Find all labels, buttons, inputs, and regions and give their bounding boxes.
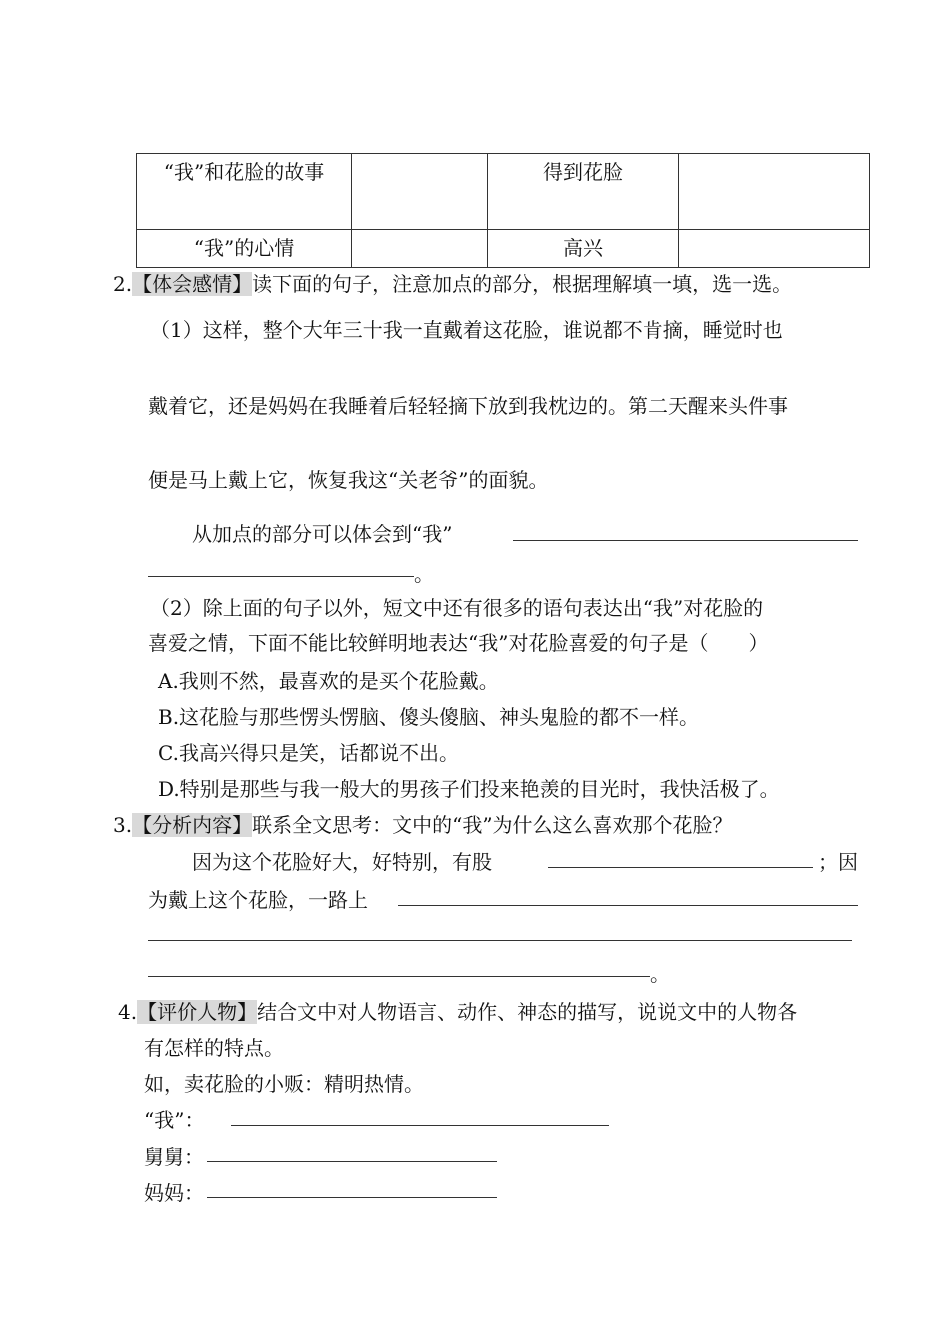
answer-blank[interactable] [148, 940, 852, 941]
period: 。 [650, 962, 670, 986]
question-tag: 【分析内容】 [132, 813, 253, 837]
label-me: “我”： [144, 1108, 205, 1132]
table-cell-blank [679, 230, 870, 268]
question-3-header [113, 809, 733, 838]
answer-blank[interactable] [148, 576, 414, 577]
option-b[interactable]: B.这花脸与那些愣头愣脑、傻头傻脑、神头鬼脸的都不一样。 [158, 705, 700, 729]
option-c[interactable]: C.我高兴得只是笑，话都说不出。 [158, 741, 459, 765]
table-cell-mood-label: “我”的心情 [137, 230, 352, 268]
table-row [137, 154, 870, 230]
answer-blank[interactable] [148, 976, 650, 977]
question-text: 联系全文思考：文中的“我”为什么这么喜欢那个花脸？ [252, 813, 733, 837]
answer-blank[interactable] [207, 1197, 497, 1198]
question-text-continued: 有怎样的特点。 [144, 1036, 284, 1060]
passage-line: 便是马上戴上它，恢复我这“关老爷”的面貌。 [148, 468, 549, 492]
table-cell-blank [679, 154, 870, 230]
fill-prompt: 因为这个花脸好大，好特别，有股 [192, 850, 492, 874]
question-number: 2. [113, 272, 133, 296]
table-cell-blank [352, 230, 488, 268]
label-mom: 妈妈： [144, 1181, 204, 1205]
question-line: 喜爱之情，下面不能比较鲜明地表达“我”对花脸喜爱的句子是（ ） [148, 631, 769, 655]
answer-blank[interactable] [231, 1125, 609, 1126]
table-row [137, 230, 870, 268]
answer-blank[interactable] [548, 867, 813, 868]
fill-prompt: 为戴上这个花脸，一路上 [148, 888, 368, 912]
table-cell-event: 得到花脸 [488, 154, 679, 230]
question-2-header [113, 268, 792, 297]
table-cell-story-label: “我”和花脸的故事 [137, 154, 352, 230]
question-number: 3. [113, 813, 133, 837]
story-table [136, 153, 870, 268]
period: 。 [414, 562, 434, 586]
table-cell-mood: 高兴 [488, 230, 679, 268]
passage-line: （1）这样，整个大年三十我一直戴着这花脸，谁说都不肯摘，睡觉时也 [150, 318, 783, 342]
question-text: 结合文中对人物语言、动作、神态的描写，说说文中的人物各 [257, 1000, 798, 1024]
answer-blank[interactable] [513, 540, 858, 541]
question-tag: 【体会感情】 [132, 272, 253, 296]
option-d[interactable]: D.特别是那些与我一般大的男孩子们投来艳羡的目光时，我快活极了。 [158, 777, 780, 801]
passage-line: 戴着它，还是妈妈在我睡着后轻轻摘下放到我枕边的。第二天醒来头件事 [148, 394, 788, 418]
example-text: 如，卖花脸的小贩：精明热情。 [144, 1072, 424, 1096]
answer-blank[interactable] [207, 1161, 497, 1162]
question-tag: 【评价人物】 [137, 1000, 258, 1024]
option-a[interactable]: A.我则不然，最喜欢的是买个花脸戴。 [158, 669, 499, 693]
question-text: 读下面的句子，注意加点的部分，根据理解填一填，选一选。 [252, 272, 793, 296]
fill-suffix: ；因 [818, 850, 858, 874]
answer-blank[interactable] [398, 905, 858, 906]
question-number: 4. [118, 1000, 138, 1024]
fill-prompt: 从加点的部分可以体会到“我” [192, 522, 453, 546]
question-4-header [118, 996, 797, 1025]
table-cell-blank [352, 154, 488, 230]
label-uncle: 舅舅： [144, 1145, 204, 1169]
question-line: （2）除上面的句子以外，短文中还有很多的语句表达出“我”对花脸的 [150, 596, 764, 620]
